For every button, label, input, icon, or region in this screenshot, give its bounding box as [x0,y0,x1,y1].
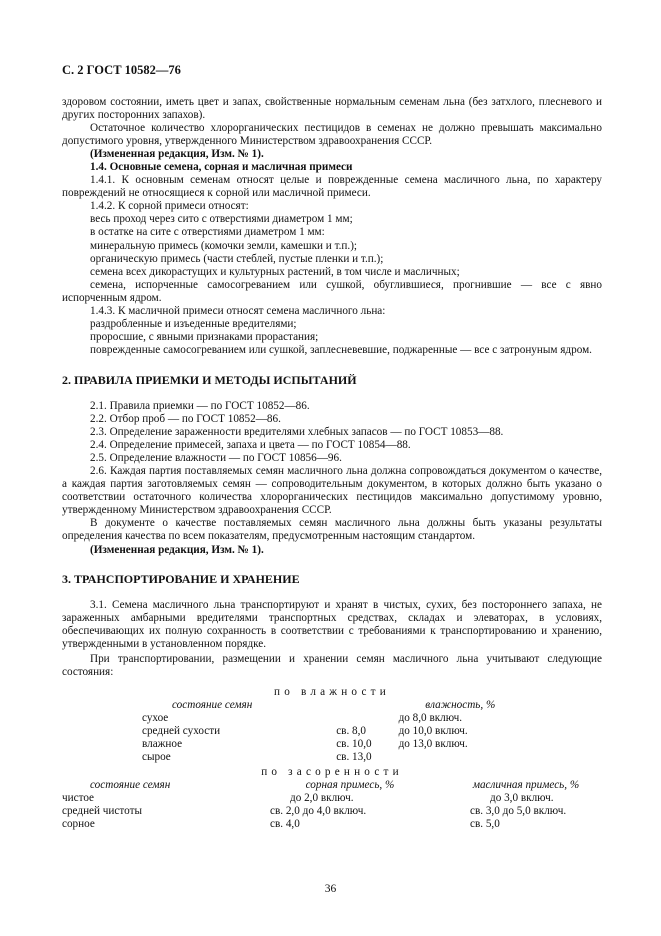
cell: сорное [62,817,95,830]
table-row [142,712,522,725]
paragraph: 1.4.2. К сорной примеси относят: [90,200,249,213]
cell: чистое [62,791,95,804]
col-header: состояние семян [172,698,253,711]
paragraph: В документе о качестве поставляемых семян масличного льна должны быть указаны результаты определения качества по всем показателям, предусмотренным настоящим стандартом. [62,517,602,543]
humidity-caption: по влажности [274,685,390,698]
cell: до 2,0 включ. [290,791,354,804]
amendment-note: (Измененная редакция, Изм. № 1). [90,148,264,161]
cell: св. 2,0 до 4,0 включ. [270,804,367,817]
section-3-title: 3. ТРАНСПОРТИРОВАНИЕ И ХРАНЕНИЕ [62,571,300,586]
humidity-table [142,699,522,764]
col-header: состояние семян [90,778,171,791]
paragraph: 1.4.1. К основным семенам относят целые и поврежденные семена масличного льна, по характеру повреждений не относящиеся к сорной или масличной примеси. [62,174,602,200]
cell: средней чистоты [62,804,142,817]
paragraph: 2.4. Определение примесей, запаха и цвета — по ГОСТ 10854—88. [90,439,411,452]
cell: св. 4,0 [270,817,300,830]
cell: св. 13,0 [336,750,372,763]
cell: св. 5,0 [470,817,500,830]
section-2-title: 2. ПРАВИЛА ПРИЕМКИ И МЕТОДЫ ИСПЫТАНИЙ [62,372,357,387]
subsection-heading: 1.4. Основные семена, сорная и масличная примеси [90,161,353,174]
list-item: минеральную примесь (комочки земли, камешки и т.п.); [90,239,358,252]
paragraph: 1.4.3. К масличной примеси относят семена масличного льна: [90,304,386,317]
cell: средней сухости [142,724,221,737]
paragraph: 2.6. Каждая партия поставляемых семян масличного льна должна сопровождаться документом о качестве, а каждая партия заготовляемых семян — сопроводительным документом, в которых должно быть указано о соответствии остаточного количества хлорорганических пестицидов максимально допустимому уровню, утвержденному Министерством здравоохранения СССР. [62,465,602,517]
cell: сухое [142,711,169,724]
table-row [62,805,602,818]
cell: влажное [142,737,183,750]
list-item: органическую примесь (части стеблей, пустые пленки и т.п.); [90,252,384,265]
cell: св. 8,0 [336,724,367,737]
table-row [142,725,522,738]
paragraph: 2.5. Определение влажности — по ГОСТ 10856—96. [90,452,342,465]
col-header: масличная примесь, % [472,778,580,791]
impurity-caption: по засоренности [261,765,403,778]
page-number: 36 [324,883,337,895]
list-item: раздробленные и изъеденные вредителями; [90,317,297,330]
running-header: С. 2 ГОСТ 10582—76 [62,63,181,77]
col-header: влажность, % [425,698,496,711]
cell [399,751,522,764]
list-item: поврежденные самосогреванием или сушкой, заплесневевшие, поджаренные — все с затронуным ядром. [90,343,592,356]
paragraph: 3.1. Семена масличного льна транспортируют и хранят в чистых, сухих, без постороннего запаха, не зараженных амбарными вредителями транспортных средствах, складах и элеваторах, в условиях, обеспечивающих их полную сохранность в соответствии с требованиями к транспортированию и хранению, утвержденными в установленном порядке. [62,598,602,650]
cell: св. 3,0 до 5,0 включ. [470,804,567,817]
list-item: семена всех дикорастущих и культурных растений, в том числе и масличных; [90,265,460,278]
paragraph: При транспортировании, размещении и хранении семян масличного льна учитывают следующие состояния: [62,652,602,678]
table-row [142,738,522,751]
table-row [142,751,522,764]
list-item: проросшие, с явными признаками прорастания; [90,330,319,343]
amendment-note: (Измененная редакция, Изм. № 1). [90,543,264,556]
paragraph: Остаточное количество хлорорганических пестицидов в семенах не должно превышать максимально допустимого уровня, утвержденного Министерством здравоохранения СССР. [62,122,602,148]
table-row [62,792,602,805]
cell: св. 10,0 [336,737,372,750]
list-item: в остатке на сите с отверстиями диаметром 1 мм: [90,226,325,239]
paragraph: здоровом состоянии, иметь цвет и запах, свойственные нормальным семенам льна (без затхлого, плесневого и других посторонних запахов). [62,96,602,122]
cell: до 10,0 включ. [398,724,468,737]
paragraph: 2.2. Отбор проб — по ГОСТ 10852—86. [90,413,281,426]
list-item: семена, испорченные самосогреванием или сушкой, обуглившиеся, прогнившие — все с явно испорченным ядром. [62,278,602,304]
list-item: весь проход через сито с отверстиями диаметром 1 мм; [90,213,353,226]
cell [336,712,398,725]
cell: до 8,0 включ. [398,711,463,724]
cell: до 13,0 включ. [398,737,468,750]
cell: до 3,0 включ. [490,791,554,804]
impurity-table [62,779,602,831]
col-header: сорная примесь, % [305,778,395,791]
paragraph: 2.1. Правила приемки — по ГОСТ 10852—86. [90,399,310,412]
page-body [62,96,602,831]
paragraph: 2.3. Определение зараженности вредителями хлебных запасов — по ГОСТ 10853—88. [90,426,504,439]
cell: сырое [142,750,171,763]
table-row [62,818,602,831]
